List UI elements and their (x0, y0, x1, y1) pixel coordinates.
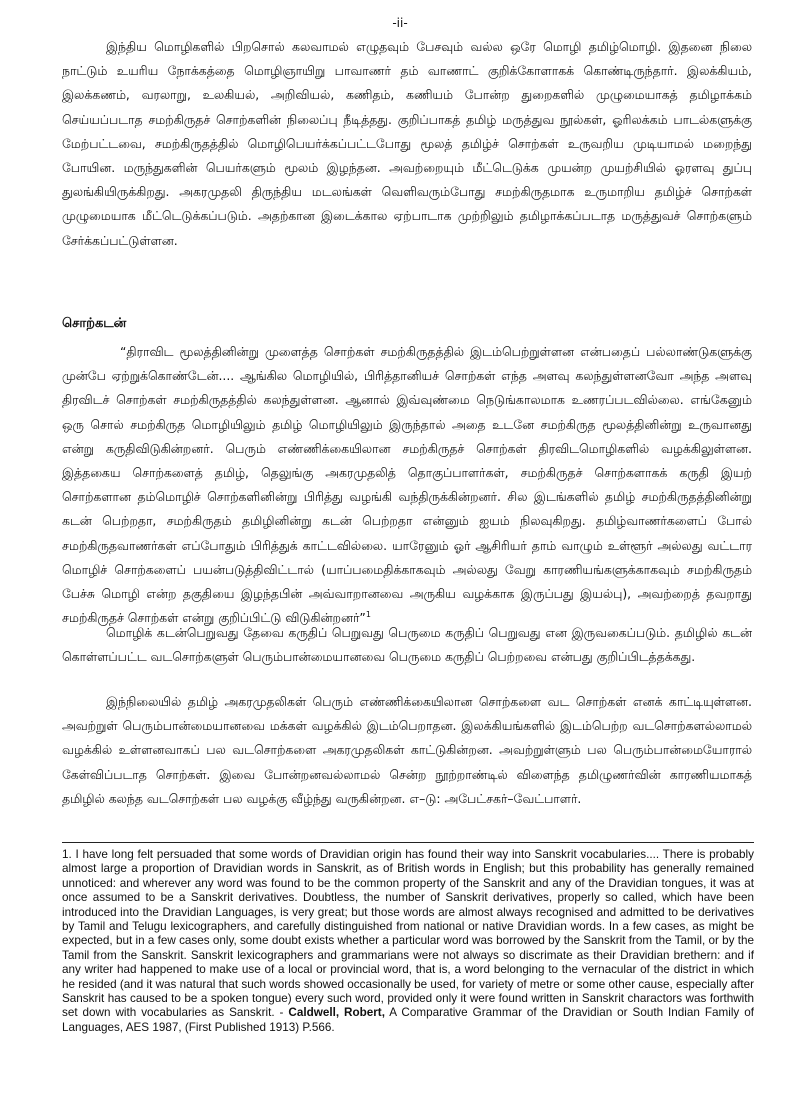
quotation-text: “திராவிட மூலத்தினின்று முளைத்த சொற்கள் சமற்கிருதத்தில் இடம்பெற்றுள்ளன என்பதைப் பல்லாண்டுகளுக்கு முன்பே ஏற்றுக்கொண்டேன்.... ஆங்கில மொழியில், பிரித்தானியச் சொற்கள் எந்த அளவு கலந்துள்ளனவோ அந்த அளவு திரவிடச் சொற்கள் சமற்கிருதத்தில் கலந்துள்ளன. ஆனால் இவ்வுண்மை நெடுங்காலமாக உணரப்படவில்லை. எங்கேனும் ஒரு சொல் சமற்கிருத மொழியிலும் தமிழ் மொழியிலும் இருந்தால் அதை உடனே சமற்கிருத மூலத்தினின்று உருவானது என்று கருதிவிடுகின்றனர். பெரும் எண்ணிக்கையிலான சமற்கிருதச் சொற்கள் திரவிடமொழிகளில் வழக்கிலுள்ளன. இத்தகைய சொற்களைத் தமிழ், தெலுங்கு அகரமுதலித் தொகுப்பாளர்கள், சமற்கிருதச் சொற்களாகக் கருதி இயற் சொற்களான தம்மொழிச் சொற்களினின்று பிரித்து வழங்கி வந்திருக்கின்றனர். சில இடங்களில் தமிழ் சமற்கிருதத்தினின்று கடன் பெற்றதா, சமற்கிருதம் தமிழினின்று கடன் பெற்றதா என்னும் ஐயம் நிலவுகிறது. தமிழ்வாணர்களைப் போல் சமற்கிருதவாணர்கள் எப்போதும் பிரித்துக் காட்டவில்லை. யாரேனும் ஓர் ஆசிரியர் தாம் வாழும் உள்ளூர் அல்லது வட்டார மொழிச் சொற்களைப் பயன்படுத்திவிட்டால் (யாப்பமைதிக்காகவும் அல்லது வேறு காரணியங்களுக்காகவும் சமற்கிருதம் பேச்சு மொழி என்ற தகுதியை இழந்தபின் அவ்வாறானவை அருகிய வழக்காக இருப்பது இயல்பு), அவற்றைத் தவறாது சமற்கிருதச் சொற்கள் என்று குறிப்பிட்டு விடுகின்றனர்” (62, 344, 752, 626)
footnote-author: Caldwell, Robert, (288, 1006, 385, 1020)
paragraph-2: மொழிக் கடன்பெறுவது தேவை கருதிப் பெறுவது பெருமை கருதிப் பெறுவது என இருவகைப்படும். தமிழில் கடன் கொள்ளப்பட்ட வடசொற்களுள் பெரும்பான்மையானவை பெருமை கருதிப் பெற்றவை என்பது குறிப்பிடத்தக்கது. (62, 625, 752, 665)
footnote-divider (62, 842, 754, 843)
footnote (62, 848, 754, 1035)
footnote-text: 1. I have long felt persuaded that some words of Dravidian origin has found their way into Sanskrit vocabularies.... There is probably almost large a proportion of Dravidian words in Sanskrit, as of British words in English; but this probability has generally remained unnoticed: and wherever any word was found to be the common property of the Sanskrit and any of the Dravidian tongues, it was at once assumed to be a Sanskrit derivatives. Doubtless, the number of Sanskrit derivatives, properly so called, which have been introduced into the Dravidian Languages, is very great; but those words are almost always recognised and admitted to be derivatives by Tamil and Telugu lexicographers, and carefully distinguished from national or native Dravidian words. In a few cases, as might be expected, but in a few cases only, some doubt exists whether a particular word was borrowed by the Sanskrit from the Tamil, or by the Tamil from the Sanskrit. Sanskrit lexicographers and grammarians were not always so discrimate as their Dravidian brethern: and if any writer had happened to make use of a local or provincial word, that is, a word belonging to the vernacular of the district in which he resided (and it was natural that such words showed occasionally be used, for variety of metre or some other cause, especially after Sanskrit has caused to be a spoken tongue) every such word, provided only it were found written in Sanskrit charactors was forthwith set down with vocabularies as Sanskrit. - (62, 848, 754, 1020)
quotation-block (62, 340, 752, 630)
paragraph-3: இந்நிலையில் தமிழ் அகரமுதலிகள் பெரும் எண்ணிக்கையிலான சொற்களை வட சொற்கள் எனக் காட்டியுள்ளன. அவற்றுள் பெரும்பான்மையானவை மக்கள் வழக்கில் இடம்பெறாதன. இலக்கியங்களில் இடம்பெற்ற வடசொற்களல்லாமல் வழக்கில் உள்ளனவாகப் பல வடசொற்களை அகரமுதலிகள் காட்டுகின்றன. அவற்றுள்ளும் பல பெரும்பான்மையோரால் கேள்விப்படாத சொற்கள். இவை போன்றனவல்லாமல் சென்ற நூற்றாண்டில் விளைந்த தமிழுணர்வின் காரணியமாகத் தமிழில் கலந்த வடசொற்கள் பல வழக்கு வீழ்ந்து வருகின்றன. எ–டு: அபேட்சகர்–வேட்பாளர். (62, 694, 752, 806)
section-heading: சொற்கடன் (62, 316, 127, 331)
paragraph-3-block (62, 690, 752, 811)
intro-paragraph-block (62, 35, 752, 253)
quotation-paragraph (62, 340, 752, 630)
footnote-marker: 1 (365, 610, 371, 620)
paragraph-1: இந்திய மொழிகளில் பிறசொல் கலவாமல் எழுதவும் பேசவும் வல்ல ஒரே மொழி தமிழ்மொழி. இதனை நிலை நாட்டும் உயரிய நோக்கத்தை மொழிஞாயிறு பாவாணர் தம் வாணாட் குறிக்கோளாகக் கொண்டிருந்தார். இலக்கியம், இலக்கணம், வரலாறு, உலகியல், அறிவியல், கணிதம், கணியம் போன்ற துறைகளில் முழுமையாகத் தமிழாக்கம் செய்யப்படாத சமற்கிருதச் சொற்களின் நிலைப்பு நீடித்தது. குறிப்பாகத் தமிழ் மருத்துவ நூல்கள், ஓரிலக்கம் பாடல்களுக்கு மேற்பட்டவை, சமற்கிருதத்தில் மொழிபெயர்க்கப்பட்டபோது மூலத் தமிழ்ச் சொற்கள் உருவறிய முடியாமல் மறைந்து போயின. மருந்துகளின் பெயர்களும் மூலம் இழந்தன. அவற்றையும் மீட்டெடுக்க முயன்ற முயற்சியில் ஓரளவு துப்பு துலங்கியிருக்கிறது. அகரமுதலி திருந்திய மடலங்கள் வெளிவரும்போது சமற்கிருதமாக உருமாறிய தமிழ்ச் சொற்கள் முழுமையாக மீட்டெடுக்கப்படும். அதற்கான இடைக்கால ஏற்பாடாக முற்றிலும் தமிழாக்கப்படாத மருத்துவச் சொற்களும் சேர்க்கப்பட்டுள்ளன. (62, 39, 752, 248)
footnote-citation: A Comparative Grammar of the Dravidian or South Indian Family of Languages, AES 1987, (First Published 1913) P.566. (62, 1006, 754, 1034)
paragraph-2-block (62, 621, 752, 669)
page-number: -ii- (392, 16, 408, 30)
